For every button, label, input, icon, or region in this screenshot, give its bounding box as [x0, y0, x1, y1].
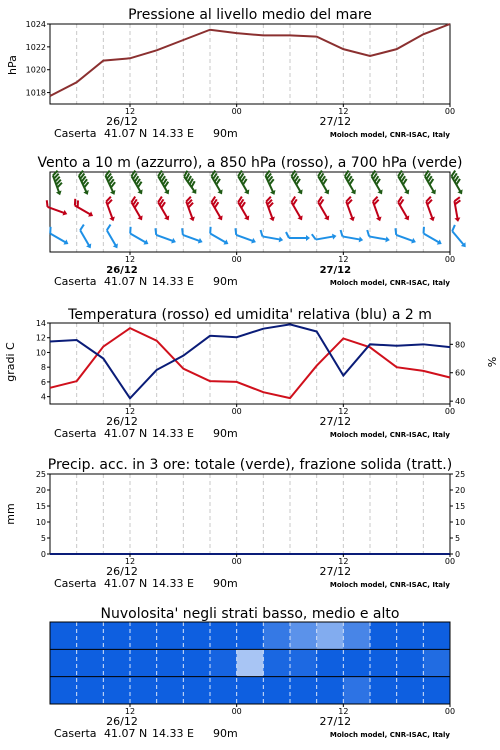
temp-xtick-label: 12	[338, 407, 349, 416]
wind-barb-shaft	[369, 236, 387, 239]
pressure-ytick-label: 1024	[25, 20, 46, 29]
pressure-xtick-label: 12	[124, 107, 136, 116]
wind-barb-850hPa	[426, 197, 435, 222]
wind-barb-10m	[107, 225, 118, 249]
temp-ytick-label: 12	[35, 333, 46, 343]
wind-barb-feather	[452, 225, 455, 231]
wind-barb-feather	[80, 225, 84, 231]
cloud-cell-medio	[157, 649, 184, 676]
wind-barb-shaft	[50, 234, 66, 243]
wind-barb-700hPa	[292, 171, 303, 195]
cloud-cell-medio	[50, 649, 77, 676]
wind-barb-head	[306, 235, 310, 241]
precip-plot	[36, 470, 465, 590]
pressure-loc-name: Caserta	[54, 127, 97, 140]
wind-barb-shaft	[316, 236, 334, 239]
cloud-cell-medio	[210, 649, 237, 676]
wind-barb-700hPa	[132, 171, 143, 195]
cloud-cell-alto	[210, 622, 237, 649]
cloud-cell-basso	[103, 677, 130, 704]
temp-loc-name: Caserta	[54, 427, 97, 440]
wind-barb-10m	[235, 228, 256, 243]
cloud-cell-alto	[50, 622, 77, 649]
wind-barb-shaft	[396, 235, 413, 241]
cloud-loc-lon: 14.33 E	[152, 727, 194, 740]
pressure-loc-lon: 14.33 E	[152, 127, 194, 140]
cloud-xtick-label: 12	[338, 707, 349, 716]
pressure-ytick-label: 1018	[25, 88, 46, 98]
wind-barb-shaft	[452, 231, 464, 245]
wind-loc-lat: 41.07 N	[104, 275, 148, 288]
cloud-cell-alto	[157, 622, 184, 649]
cloud-cell-basso	[263, 677, 290, 704]
wind-barb-850hPa	[266, 197, 275, 222]
cloud-xtick-label: 00	[231, 707, 242, 716]
cloud-cell-alto	[423, 622, 450, 649]
precip-ytick-label: 10	[35, 518, 46, 527]
temp-ytick-label: 8	[40, 363, 46, 373]
cloud-xtick-label: 12	[124, 707, 136, 716]
precip-ytick-label: 0	[40, 550, 46, 559]
precip-ytick-label: 15	[35, 502, 46, 511]
pressure-frame	[50, 24, 450, 104]
precip-ytick-label-right: 25	[455, 470, 466, 479]
cloud-cell-basso	[237, 677, 264, 704]
temp-ytick-label: 14	[35, 319, 46, 328]
wind-xtick-label: 12	[124, 255, 136, 264]
cloud-cell-basso	[130, 677, 157, 704]
temp-credit: Moloch model, CNR-ISAC, Italy	[329, 431, 450, 439]
precip-ytick-label: 5	[40, 534, 46, 543]
wind-barb-850hPa	[186, 197, 195, 222]
wind-barb-10m	[424, 227, 442, 245]
wind-barb-shaft	[130, 234, 146, 243]
wind-loc-name: Caserta	[54, 275, 97, 288]
wind-barb-feather	[286, 232, 289, 238]
temp-xtick-label: 00	[444, 407, 456, 416]
wind-barb-700hPa	[398, 171, 409, 195]
wind-barb-850hPa	[292, 197, 303, 221]
pressure-xtick-label: 00	[444, 107, 456, 116]
wind-barb-10m	[395, 228, 416, 243]
cloud-loc-lat: 41.07 N	[104, 727, 148, 740]
cloud-cell-basso	[183, 677, 210, 704]
cloud-cell-medio	[370, 649, 397, 676]
precip-loc-elev: 90m	[213, 577, 238, 590]
wind-barb-700hPa	[79, 171, 89, 195]
precip-ylabel: mm	[4, 503, 17, 525]
wind-barb-700hPa	[425, 171, 436, 195]
temp-xtick-label: 12	[124, 407, 136, 416]
precip-loc-name: Caserta	[54, 577, 97, 590]
cloud-cell-medio	[130, 649, 157, 676]
temp-xtick-label: 00	[231, 407, 242, 416]
cloud-cell-alto	[183, 622, 210, 649]
precip-loc-lat: 41.07 N	[104, 577, 148, 590]
wind-barb-shaft	[156, 235, 173, 241]
precip-ytick-label-right: 5	[455, 534, 461, 543]
cloud-cell-basso	[157, 677, 184, 704]
wind-barb-700hPa	[238, 171, 249, 195]
wind-barb-feather	[395, 228, 396, 235]
precip-ytick-label-right: 20	[455, 486, 466, 495]
pressure-loc-lat: 41.07 N	[104, 127, 148, 140]
wind-barb-shaft	[210, 234, 226, 243]
precip-credit: Moloch model, CNR-ISAC, Italy	[329, 581, 450, 589]
cloud-cell-alto	[103, 622, 130, 649]
wind-plot	[47, 171, 466, 288]
wind-barb-shaft	[107, 230, 116, 246]
temperature-line	[50, 328, 450, 398]
precip-xtick-label: 00	[231, 557, 242, 566]
pressure-credit: Moloch model, CNR-ISAC, Italy	[329, 131, 450, 139]
wind-barb-700hPa	[452, 171, 463, 195]
cloud-cell-basso	[50, 677, 77, 704]
cloud-title: Nuvolosita' negli strati basso, medio e alto	[100, 606, 400, 622]
wind-title: Vento a 10 m (azzurro), a 850 hPa (rosso), a 700 hPa (verde)	[37, 155, 463, 171]
temp-ytick-label: 4	[40, 392, 46, 402]
cloud-cell-basso	[317, 677, 344, 704]
wind-barb-head	[359, 236, 363, 242]
wind-barb-feather	[235, 228, 236, 235]
wind-barb-10m	[367, 230, 390, 242]
cloud-cell-medio	[183, 649, 210, 676]
temp-frame	[50, 323, 450, 404]
precip-xtick-label: 00	[444, 557, 456, 566]
wind-barb-700hPa	[318, 171, 329, 195]
cloud-cell-basso	[370, 677, 397, 704]
wind-loc-elev: 90m	[213, 275, 238, 288]
wind-xtick-label: 00	[231, 255, 242, 264]
cloud-cell-alto	[263, 622, 290, 649]
wind-barb-feather	[367, 230, 369, 236]
temp-ytick-label: 6	[40, 377, 46, 387]
wind-barb-feather	[312, 234, 316, 239]
cloud-cell-alto	[237, 622, 264, 649]
wind-barb-10m	[80, 225, 91, 249]
wind-barb-feather	[261, 230, 263, 236]
cloud-cell-medio	[317, 649, 344, 676]
cloud-cell-alto	[290, 622, 317, 649]
wind-loc-lon: 14.33 E	[152, 275, 194, 288]
wind-barb-head	[454, 217, 460, 221]
wind-barb-850hPa	[454, 197, 460, 222]
temp-date-label: 27/12	[319, 415, 352, 428]
cloud-credit: Moloch model, CNR-ISAC, Italy	[329, 731, 450, 739]
cloud-cell-alto	[397, 622, 424, 649]
humidity-ylabel: %	[485, 356, 498, 368]
temp-ylabel: gradi C	[4, 342, 17, 382]
precip-date-label: 26/12	[106, 565, 138, 578]
precip-ytick-label: 20	[35, 486, 46, 495]
wind-barb-head	[332, 234, 336, 240]
wind-barb-700hPa	[53, 171, 62, 196]
pressure-ytick-label: 1022	[25, 42, 46, 52]
wind-barb-850hPa	[75, 199, 93, 217]
pressure-xtick-label: 12	[338, 107, 349, 116]
wind-barb-10m	[261, 230, 284, 242]
cloud-cell-medio	[423, 649, 450, 676]
pressure-line	[50, 24, 450, 96]
temp-ytick-label: 10	[35, 348, 46, 358]
cloud-plot	[50, 622, 455, 740]
wind-barb-feather	[47, 200, 48, 207]
pressure-plot	[26, 20, 455, 140]
precip-xtick-label: 12	[124, 557, 136, 566]
wind-barb-shaft	[424, 234, 440, 243]
wind-barb-700hPa	[106, 171, 116, 195]
wind-barb-850hPa	[346, 197, 355, 222]
cloud-cell-medio	[237, 649, 264, 676]
wind-date-label: 26/12	[106, 265, 138, 276]
wind-barb-850hPa	[158, 197, 169, 221]
cloud-cell-medio	[77, 649, 104, 676]
wind-barb-10m	[341, 230, 364, 242]
precip-ytick-label-right: 0	[455, 550, 461, 559]
wind-barb-feather	[155, 228, 156, 235]
precip-date-label: 27/12	[319, 565, 352, 578]
humidity-ytick-label-right: 40	[455, 397, 466, 407]
cloud-cell-medio	[343, 649, 370, 676]
precip-ytick-label: 25	[35, 470, 46, 479]
cloud-cell-basso	[77, 677, 104, 704]
precip-xtick-label: 12	[338, 557, 349, 566]
cloud-cell-alto	[317, 622, 344, 649]
wind-barb-850hPa	[318, 197, 329, 221]
temp-loc-lon: 14.33 E	[152, 427, 194, 440]
precip-frame	[50, 474, 450, 554]
wind-barb-feather	[182, 228, 183, 235]
wind-barb-850hPa	[238, 197, 249, 221]
cloud-cell-medio	[263, 649, 290, 676]
wind-barb-10m	[130, 227, 148, 245]
wind-barb-850hPa	[132, 197, 143, 221]
cloud-cell-alto	[77, 622, 104, 649]
wind-date-label: 27/12	[319, 265, 352, 276]
temp-loc-elev: 90m	[213, 427, 238, 440]
precip-ytick-label-right: 15	[455, 502, 466, 511]
cloud-cell-alto	[130, 622, 157, 649]
humidity-ytick-label-right: 60	[455, 368, 466, 378]
wind-barb-feather	[341, 230, 343, 236]
wind-barb-shaft	[183, 235, 200, 241]
cloud-date-label: 27/12	[319, 715, 352, 728]
cloud-cell-alto	[370, 622, 397, 649]
precip-title: Precip. acc. in 3 ore: totale (verde), frazione solida (tratt.)	[47, 457, 453, 473]
wind-barb-shaft	[236, 235, 253, 241]
wind-barb-700hPa	[345, 171, 356, 195]
wind-xtick-label: 00	[444, 255, 456, 264]
cloud-cell-alto	[343, 622, 370, 649]
pressure-date-label: 26/12	[106, 115, 138, 128]
wind-barb-head	[279, 236, 283, 242]
pressure-ytick-label: 1020	[25, 65, 46, 75]
cloud-cell-basso	[210, 677, 237, 704]
cloud-cell-basso	[423, 677, 450, 704]
cloud-loc-name: Caserta	[54, 727, 97, 740]
wind-xtick-label: 12	[338, 255, 349, 264]
temp-plot	[36, 319, 465, 440]
wind-barb-700hPa	[372, 171, 383, 195]
wind-barb-shaft	[262, 236, 280, 239]
wind-barb-10m	[182, 228, 203, 243]
cloud-cell-basso	[397, 677, 424, 704]
wind-barb-10m	[452, 225, 465, 247]
pressure-title: Pressione al livello medio del mare	[128, 7, 372, 23]
wind-barb-850hPa	[373, 197, 382, 222]
wind-barb-10m	[210, 227, 228, 245]
temp-title: Temperatura (rosso) ed umidita' relativa (blu) a 2 m	[68, 307, 432, 323]
pressure-loc-elev: 90m	[213, 127, 238, 140]
wind-barb-700hPa	[266, 171, 276, 195]
cloud-cell-basso	[343, 677, 370, 704]
cloud-cell-medio	[103, 649, 130, 676]
cloud-loc-elev: 90m	[213, 727, 238, 740]
precip-loc-lon: 14.33 E	[152, 577, 194, 590]
pressure-date-label: 27/12	[319, 115, 352, 128]
cloud-xtick-label: 00	[444, 707, 456, 716]
wind-barb-700hPa	[158, 171, 169, 195]
cloud-cell-medio	[290, 649, 317, 676]
wind-credit: Moloch model, CNR-ISAC, Italy	[329, 279, 450, 287]
wind-barb-feather	[107, 225, 111, 231]
wind-barb-10m	[312, 234, 337, 240]
wind-barb-700hPa	[184, 171, 196, 194]
cloud-date-label: 26/12	[106, 715, 138, 728]
wind-barb-850hPa	[212, 197, 223, 221]
pressure-ylabel: hPa	[6, 55, 19, 75]
wind-barb-700hPa	[212, 171, 223, 195]
wind-barb-head	[385, 236, 389, 242]
wind-barb-shaft	[342, 236, 360, 239]
wind-barb-10m	[50, 227, 68, 245]
cloud-cell-basso	[290, 677, 317, 704]
temp-loc-lat: 41.07 N	[104, 427, 148, 440]
precip-ytick-label-right: 10	[455, 518, 466, 527]
wind-barb-850hPa	[106, 197, 115, 222]
cloud-cell-medio	[397, 649, 424, 676]
pressure-xtick-label: 00	[231, 107, 242, 116]
humidity-ytick-label-right: 80	[455, 340, 466, 350]
wind-barb-10m	[155, 228, 176, 243]
wind-barb-shaft	[80, 230, 89, 246]
wind-barb-850hPa	[398, 197, 409, 221]
temp-date-label: 26/12	[106, 415, 138, 428]
